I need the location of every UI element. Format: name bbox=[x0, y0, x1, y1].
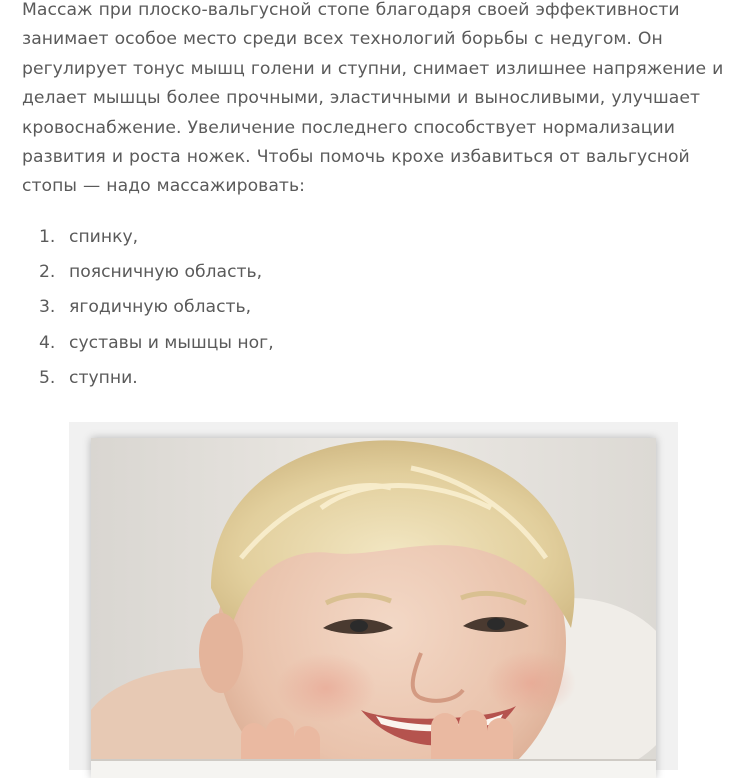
list-item-text: поясничную область, bbox=[69, 262, 263, 283]
list-item bbox=[39, 363, 274, 398]
list-item-number: 2. bbox=[39, 262, 56, 283]
list-item-text: спинку, bbox=[69, 227, 139, 247]
list-item-number: 5. bbox=[39, 367, 56, 388]
photo-frame bbox=[69, 422, 678, 770]
article-paragraph: Массаж при плоско-вальгусной стопе благодаря своей эффективности занимает особое место среди всех технологий борьбы с недугом. Он регулирует тонус мышц голени и ступни, снимает излишнее напряжение и делает мышцы более прочными, эластичными и выносливыми, улучшает кровоснабжение. Увеличение последнего способствует нормализации развития и роста ножек. Чтобы помочь крохе избавиться от вальгусной стопы — надо массажировать: bbox=[22, 0, 724, 197]
list-item-text: ягодичную область, bbox=[69, 297, 252, 318]
child-photo bbox=[91, 438, 656, 778]
list-item-text: ступни. bbox=[69, 367, 138, 388]
list-item-number: 3. bbox=[39, 297, 56, 318]
smiling-toddler-illustration bbox=[91, 438, 656, 778]
list-item-text: суставы и мышцы ног, bbox=[69, 332, 274, 353]
article bbox=[22, 0, 747, 388]
list-item bbox=[39, 257, 274, 292]
list-item bbox=[39, 292, 274, 327]
list-item-number: 4. bbox=[39, 332, 56, 353]
list-item-number: 1. bbox=[39, 227, 56, 247]
massage-steps-list bbox=[39, 222, 274, 398]
list-item bbox=[39, 222, 274, 257]
list-item bbox=[39, 328, 274, 363]
